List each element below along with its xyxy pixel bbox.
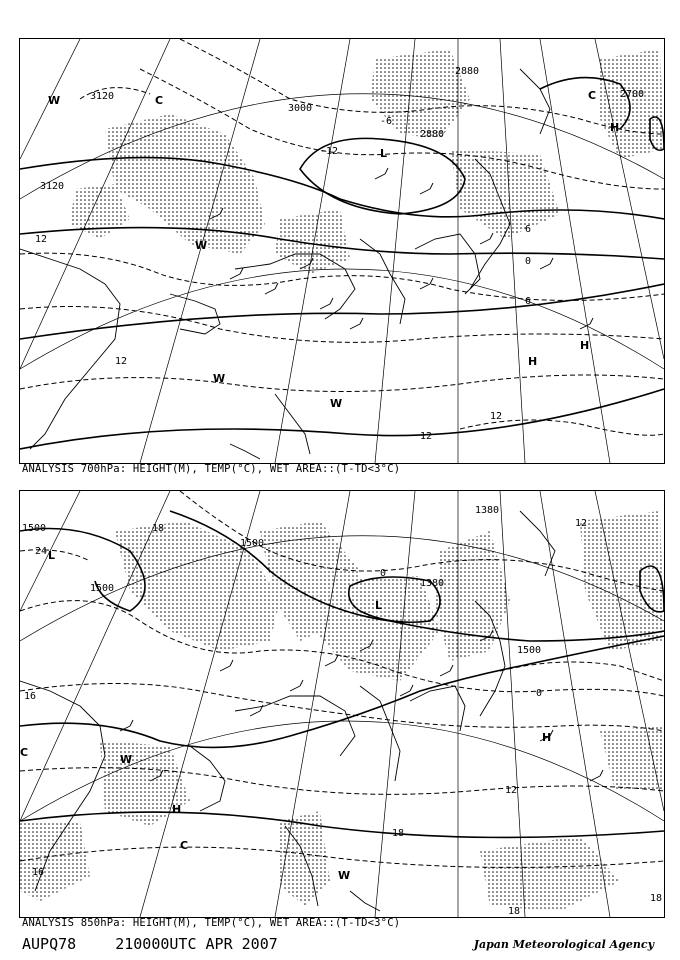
temperature-label: 6 — [525, 224, 532, 235]
height-label: 3120 — [90, 91, 115, 102]
caption-700hpa: ANALYSIS 700hPa: HEIGHT(M), TEMP(°C), WET AREA::(T-TD<3°C) — [22, 463, 401, 475]
system-marker: H — [542, 731, 552, 744]
system-marker: W — [48, 94, 61, 107]
temperature-label: 6 — [525, 296, 532, 307]
temperature-label: 18 — [392, 828, 405, 839]
system-marker: C — [588, 89, 597, 102]
temperature-label: 12 — [490, 411, 503, 422]
agency-name: Japan Meteorological Agency — [473, 938, 654, 951]
height-label: 1380 — [420, 578, 445, 589]
system-marker: W — [195, 239, 208, 252]
map-700hpa — [19, 38, 665, 464]
system-marker: H — [172, 803, 182, 816]
temperature-label: 12 — [575, 518, 588, 529]
system-marker: L — [375, 599, 383, 612]
temperature-label: 12 — [420, 431, 433, 442]
map-850hpa — [19, 490, 665, 918]
temperature-label: 18 — [508, 906, 521, 917]
temperature-label: 16 — [24, 691, 37, 702]
temperature-label: 0 — [536, 688, 543, 699]
temperature-label: 18 — [152, 523, 165, 534]
temperature-label: 12 — [505, 785, 518, 796]
temperature-label: 0 — [380, 568, 387, 579]
valid-time: 210000UTC APR 2007 — [115, 935, 278, 953]
temperature-label: 24 — [35, 546, 48, 557]
wet-areas — [20, 511, 664, 911]
height-label: 2880 — [455, 66, 480, 77]
system-marker: H — [580, 339, 590, 352]
chart-footer — [22, 935, 308, 953]
temperature-label: 12 — [35, 234, 48, 245]
temperature-label: -12 — [320, 146, 339, 157]
temperature-label: 16 — [32, 867, 45, 878]
height-label: 3000 — [288, 103, 313, 114]
system-marker: H — [610, 121, 620, 134]
height-label: 3120 — [40, 181, 65, 192]
system-marker: W — [338, 869, 351, 882]
map-850hpa-drawing — [20, 491, 664, 917]
caption-850hpa: ANALYSIS 850hPa: HEIGHT(M), TEMP(°C), WET AREA::(T-TD<3°C) — [22, 917, 401, 929]
height-label: 1500 — [90, 583, 115, 594]
height-label: 1500 — [240, 538, 265, 549]
system-marker: C — [20, 746, 29, 759]
height-label: 1500 — [517, 645, 542, 656]
system-marker: W — [213, 372, 226, 385]
system-marker: W — [120, 753, 133, 766]
system-marker: W — [330, 397, 343, 410]
height-label: 1380 — [475, 505, 500, 516]
coastlines — [20, 69, 550, 459]
height-label: 2880 — [420, 129, 445, 140]
system-marker: L — [380, 147, 388, 160]
system-marker: C — [180, 839, 189, 852]
temperature-label: 0 — [525, 256, 532, 267]
chart-id: AUPQ78 — [22, 935, 77, 953]
temperature-label: -6 — [380, 116, 393, 127]
system-marker: H — [528, 355, 538, 368]
system-marker: L — [48, 549, 56, 562]
temperature-label: 12 — [115, 356, 128, 367]
map-700hpa-drawing — [20, 39, 664, 463]
height-label: 2700 — [620, 89, 645, 100]
height-label: 1500 — [22, 523, 47, 534]
system-marker: C — [155, 94, 164, 107]
temperature-label: 18 — [650, 893, 663, 904]
wet-areas — [70, 49, 664, 274]
